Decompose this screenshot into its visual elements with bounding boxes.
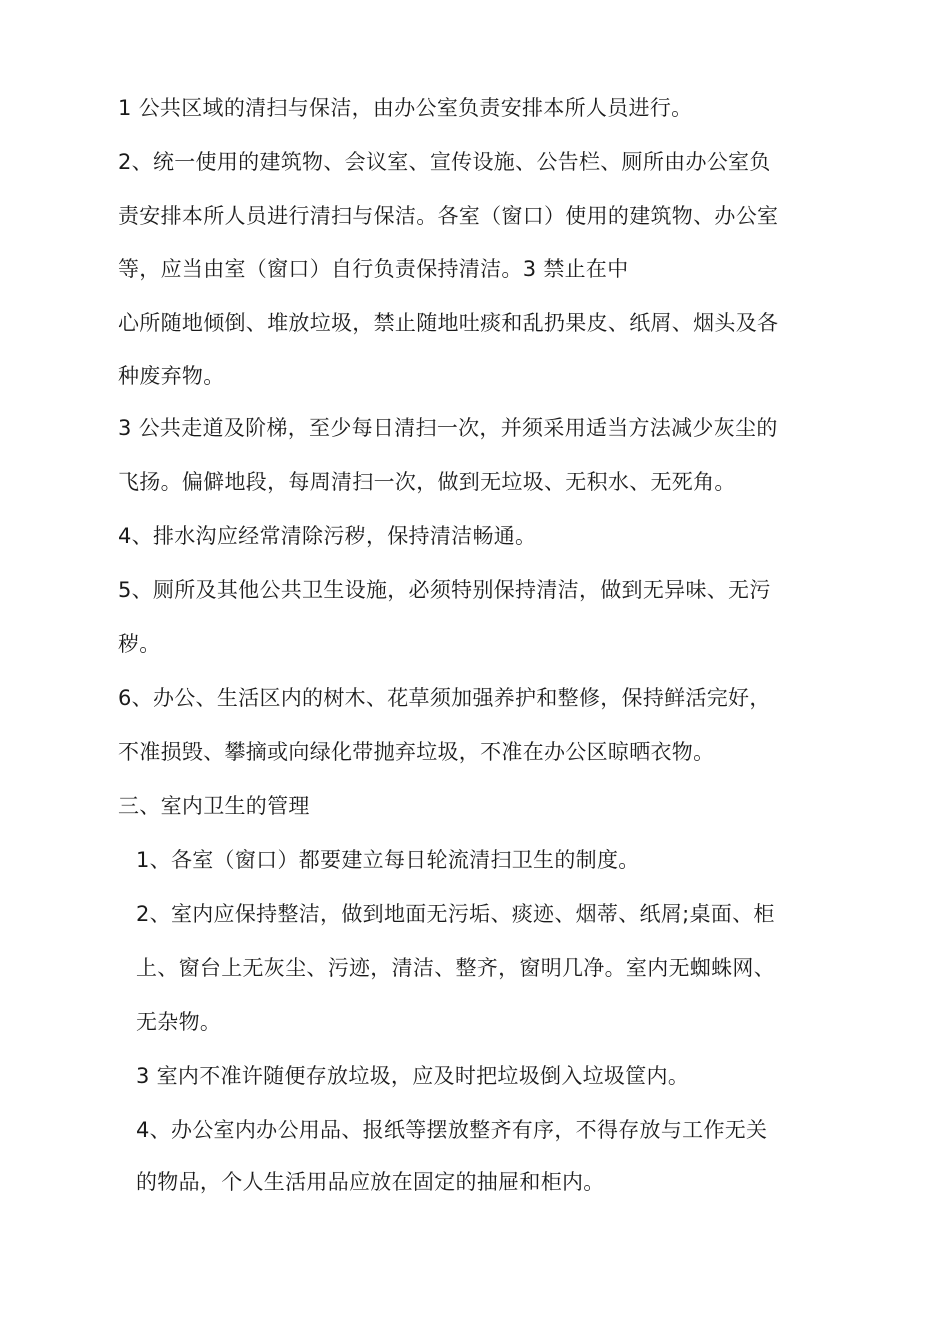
section-heading: 三、室内卫生的管理	[118, 794, 310, 818]
text-line-1: 1 公共区域的清扫与保洁，由办公室负责安排本所人员进行。	[118, 96, 693, 120]
text-line-5: 心所随地倾倒、堆放垃圾，禁止随地吐痰和乱扔果皮、纸屑、烟头及各	[118, 311, 779, 335]
text-line-6: 种废弃物。	[118, 364, 225, 388]
text-line-12: 6、办公、生活区内的树木、花草须加强养护和整修，保持鲜活完好，	[118, 686, 771, 710]
text-line-3: 责安排本所人员进行清扫与保洁。各室（窗口）使用的建筑物、办公室	[118, 204, 779, 228]
text-line-2: 2、统一使用的建筑物、会议室、宣传设施、公告栏、厕所由办公室负	[118, 150, 771, 174]
text-line-7: 3 公共走道及阶梯，至少每日清扫一次，并须采用适当方法减少灰尘的	[118, 416, 778, 440]
text-line-18: 无杂物。	[136, 1010, 222, 1034]
text-line-4: 等，应当由室（窗口）自行负责保持清洁。3 禁止在中	[118, 257, 629, 281]
text-line-10: 5、厕所及其他公共卫生设施，必须特别保持清洁，做到无异味、无污	[118, 578, 771, 602]
text-line-11: 秽。	[118, 632, 161, 656]
text-line-21: 的物品，个人生活用品应放在固定的抽屉和柜内。	[136, 1170, 605, 1194]
text-line-9: 4、排水沟应经常清除污秽，保持清洁畅通。	[118, 524, 537, 548]
text-line-17: 上、窗台上无灰尘、污迹，清洁、整齐，窗明几净。室内无蜘蛛网、	[136, 956, 775, 980]
text-line-8: 飞扬。偏僻地段，每周清扫一次，做到无垃圾、无积水、无死角。	[118, 470, 736, 494]
text-line-15: 1、各室（窗口）都要建立每日轮流清扫卫生的制度。	[136, 848, 640, 872]
text-line-20: 4、办公室内办公用品、报纸等摆放整齐有序，不得存放与工作无关	[136, 1118, 768, 1142]
text-line-16: 2、室内应保持整洁，做到地面无污垢、痰迹、烟蒂、纸屑;桌面、柜	[136, 902, 775, 926]
text-line-19: 3 室内不准许随便存放垃圾，应及时把垃圾倒入垃圾筐内。	[136, 1064, 690, 1088]
text-line-13: 不准损毁、攀摘或向绿化带抛弃垃圾，不准在办公区晾晒衣物。	[118, 740, 715, 764]
